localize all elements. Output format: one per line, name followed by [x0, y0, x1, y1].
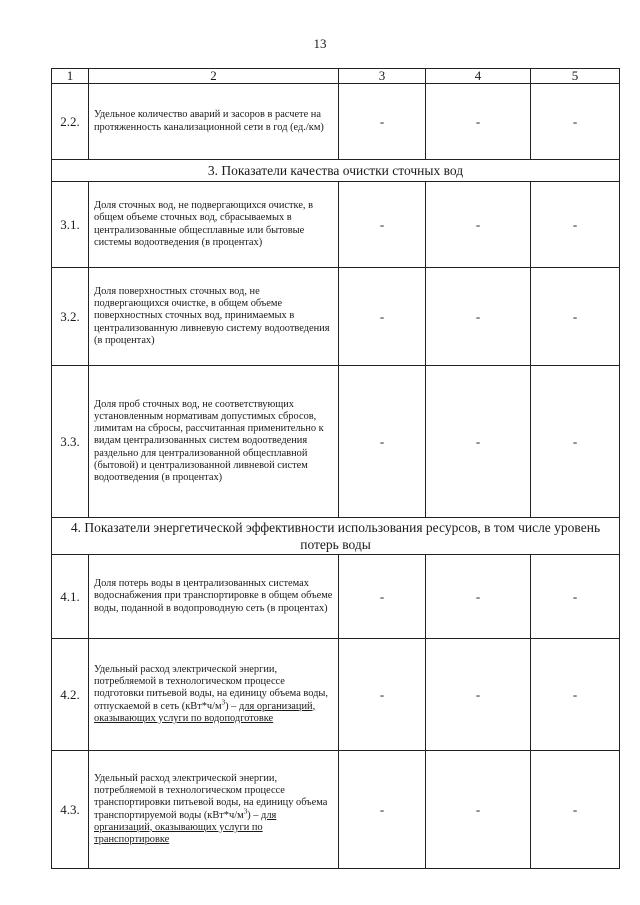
value-cell: - — [339, 268, 426, 366]
row-description: Доля поверхностных сточных вод, не подвергающихся очистке, в общем объеме поверхностных сточных вод, принимаемых в централизованную ливневую систему водоотведения (в процентах) — [89, 268, 339, 366]
header-row — [52, 69, 620, 84]
row-number: 3.2. — [52, 268, 89, 366]
description-close: ) – — [247, 809, 262, 821]
superscript: 3 — [221, 698, 226, 707]
header-cell-5: 5 — [531, 69, 620, 84]
section-title-4: 4. Показатели энергетической эффективности использования ресурсов, в том числе уровень потерь воды — [52, 518, 620, 555]
header-cell-2: 2 — [89, 69, 339, 84]
value-cell: - — [339, 84, 426, 160]
description-underlined: для организаций, оказывающих услуги по транспортировке — [94, 809, 277, 845]
value-cell: - — [339, 555, 426, 639]
description-text: Удельный расход электрической энергии, потребляемой в технологическом процессе транспортировки питьевой воды, на единицу объема транспортируемой воды (кВт*ч/м — [94, 773, 328, 821]
value-cell: - — [426, 182, 531, 268]
value-cell: - — [531, 639, 620, 751]
section-title-3: 3. Показатели качества очистки сточных вод — [52, 160, 620, 182]
header-cell-4: 4 — [426, 69, 531, 84]
row-number: 2.2. — [52, 84, 89, 160]
description-underlined: для организаций, оказывающих услуги по водоподготовке — [94, 700, 316, 724]
section-row — [52, 160, 620, 182]
table-row — [52, 84, 620, 160]
value-cell: - — [531, 751, 620, 869]
row-number: 4.2. — [52, 639, 89, 751]
header-cell-1: 1 — [52, 69, 89, 84]
row-number: 3.1. — [52, 182, 89, 268]
row-number: 4.1. — [52, 555, 89, 639]
value-cell: - — [531, 182, 620, 268]
row-number: 4.3. — [52, 751, 89, 869]
section-row — [52, 518, 620, 555]
value-cell: - — [426, 751, 531, 869]
value-cell: - — [531, 268, 620, 366]
row-description — [89, 751, 339, 869]
description-text: Удельный расход электрической энергии, потребляемой в технологическом процессе подготовки питьевой воды, на единицу объема воды, отпускаемой в сеть (кВт*ч/м — [94, 664, 328, 712]
value-cell: - — [339, 639, 426, 751]
value-cell: - — [426, 366, 531, 518]
table-row — [52, 366, 620, 518]
value-cell: - — [426, 555, 531, 639]
row-number: 3.3. — [52, 366, 89, 518]
description-close: ) – — [225, 700, 239, 712]
value-cell: - — [339, 182, 426, 268]
value-cell: - — [426, 84, 531, 160]
table-row — [52, 268, 620, 366]
value-cell: - — [426, 268, 531, 366]
table-row — [52, 639, 620, 751]
value-cell: - — [426, 639, 531, 751]
row-description: Доля проб сточных вод, не соответствующих установленным нормативам допустимых сбросов, лимитам на сбросы, рассчитанная применительно к видам централизованных систем водоотведения раздельно для централизованной общесплавной (бытовой) и централизованной ливневой систем водоотведения (в процентах) — [89, 366, 339, 518]
indicators-table — [51, 68, 620, 869]
page-number: 13 — [313, 36, 327, 51]
header-cell-3: 3 — [339, 69, 426, 84]
table-row — [52, 751, 620, 869]
value-cell: - — [339, 751, 426, 869]
table-row — [52, 182, 620, 268]
row-description: Доля сточных вод, не подвергающихся очистке, в общем объеме сточных вод, сбрасываемых в централизованные общесплавные или бытовые системы водоотведения (в процентах) — [89, 182, 339, 268]
row-description: Удельное количество аварий и засоров в расчете на протяженность канализационной сети в год (ед./км) — [89, 84, 339, 160]
value-cell: - — [531, 84, 620, 160]
table-row — [52, 555, 620, 639]
row-description — [89, 639, 339, 751]
superscript: 3 — [243, 807, 248, 816]
row-description: Доля потерь воды в централизованных системах водоснабжения при транспортировке в общем объеме воды, поданной в водопроводную сеть (в процентах) — [89, 555, 339, 639]
value-cell: - — [531, 366, 620, 518]
value-cell: - — [339, 366, 426, 518]
value-cell: - — [531, 555, 620, 639]
